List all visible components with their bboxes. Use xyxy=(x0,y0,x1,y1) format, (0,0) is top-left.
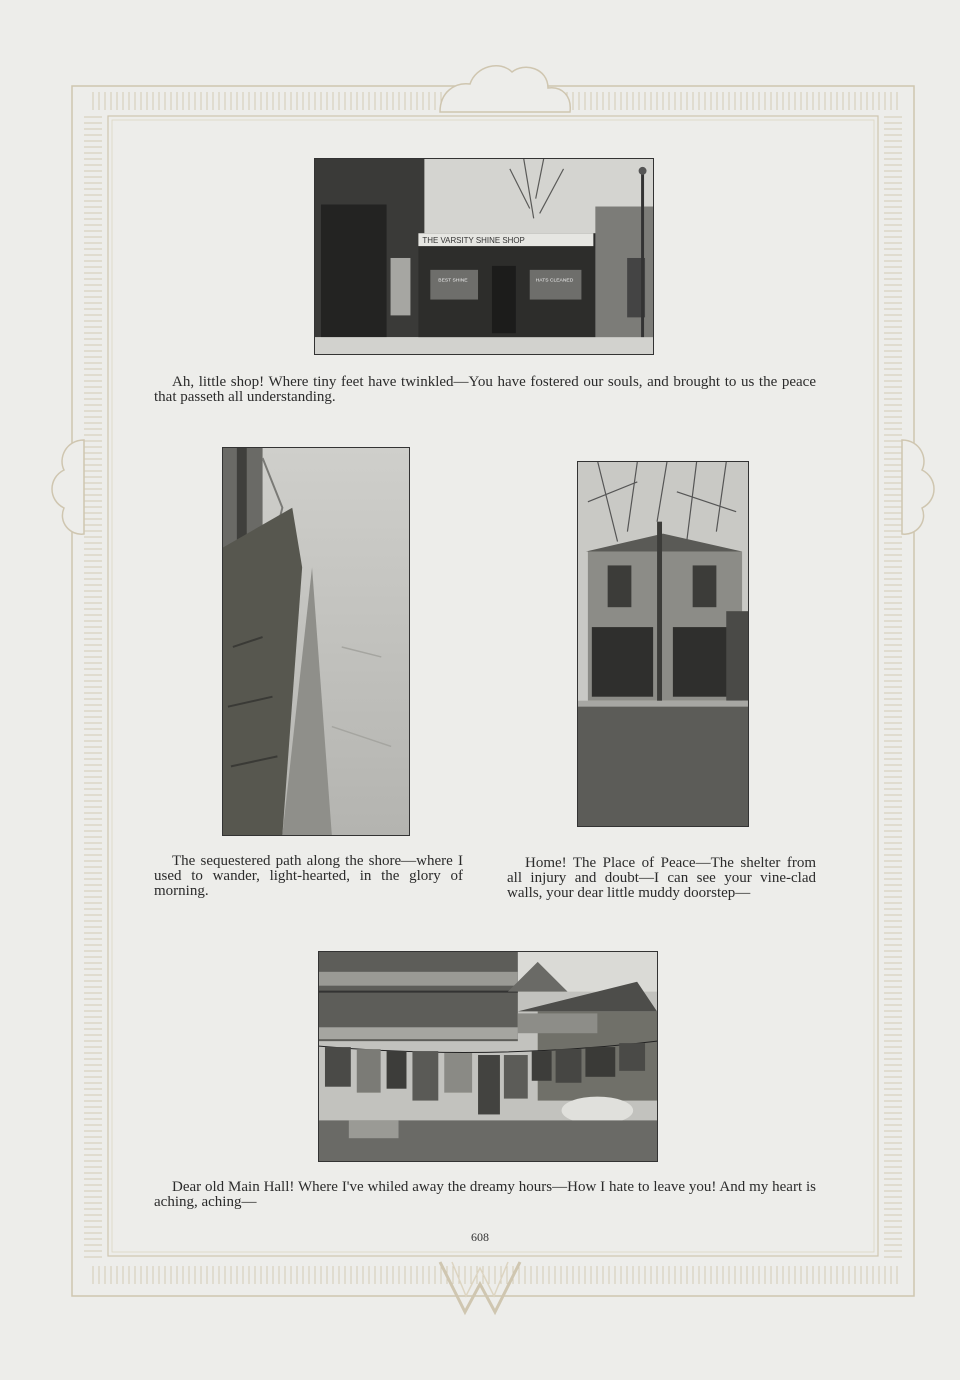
home-photo xyxy=(577,461,749,827)
shop-photo xyxy=(314,158,654,355)
path-caption: The sequestered path along the shore—where I used to wander, light-hearted, in the glory of morning. xyxy=(154,853,463,899)
path-photo xyxy=(222,447,410,836)
main-hall-caption: Dear old Main Hall! Where I've whiled away the dreamy hours—How I hate to leave you! And my heart is aching, aching— xyxy=(154,1179,816,1210)
home-caption: Home! The Place of Peace—The shelter from all injury and doubt—I can see your vine-clad walls, your dear little muddy doorstep— xyxy=(507,855,816,901)
main-hall-photo xyxy=(318,951,658,1162)
page-number: 608 xyxy=(471,1230,489,1244)
shop-caption: Ah, little shop! Where tiny feet have twinkled—You have fostered our souls, and brought to us the peace that passeth all understanding. xyxy=(154,374,816,405)
shop-window-left-text: BEST SHINE xyxy=(438,278,468,284)
shop-sign-text: THE VARSITY SHINE SHOP xyxy=(422,236,525,246)
shop-window-right-text: HATS CLEANED xyxy=(535,278,574,284)
